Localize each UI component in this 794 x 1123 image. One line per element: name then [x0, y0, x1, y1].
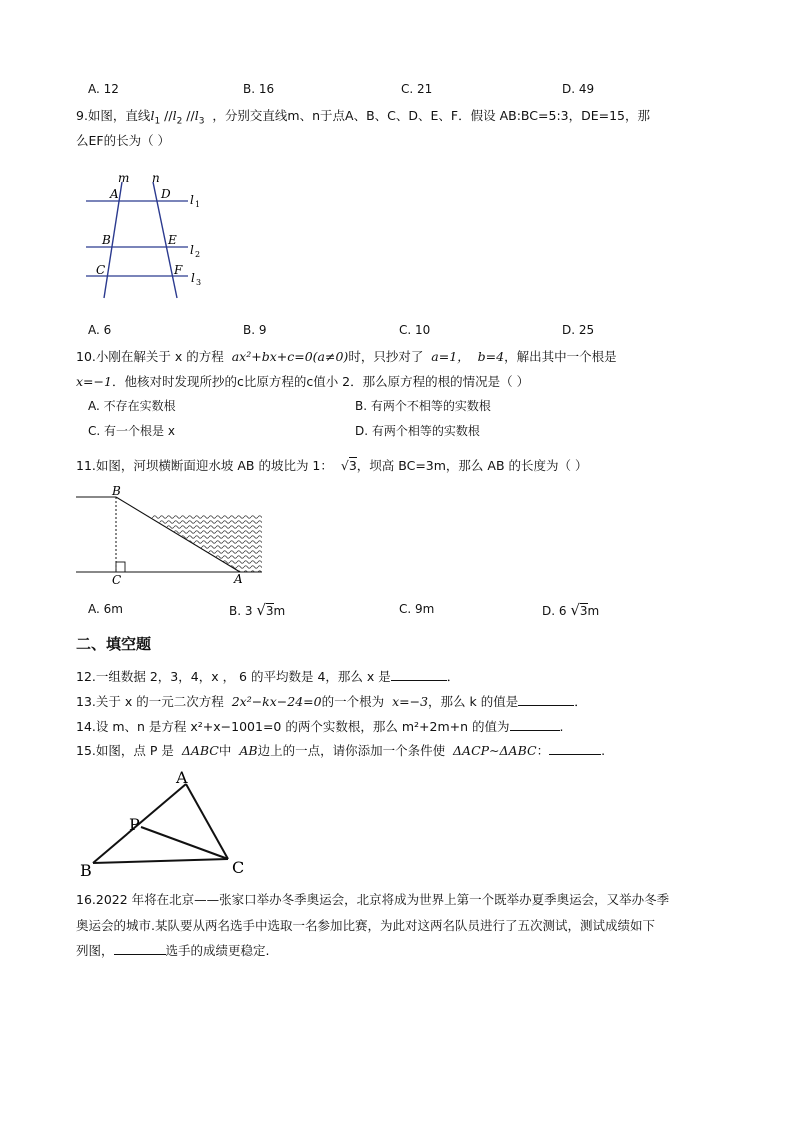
answer-blank[interactable] [549, 743, 601, 755]
label-A: A [110, 187, 119, 201]
label-l1-sub: 1 [195, 200, 201, 209]
side-AC [186, 784, 228, 859]
q16-line2: 奥运会的城市.某队要从两名选手中选取一名参加比赛，为此对这两名队员进行了五次测试，测试成绩如下 [76, 918, 655, 933]
q15-question: 15.如图，点 P 是 ΔABC中 AB边上的一点，请你添加一个条件使 ΔACP∼ΔABC： . [76, 743, 606, 758]
q9-question-line2: 么EF的长为（ ） [76, 133, 171, 148]
q10-question-line1: 10.小刚在解关于 x 的方程 ax²+bx+c=0(a≠0)时，只抄对了 a=1， b=4，解出其中一个根是 [76, 349, 617, 364]
q9-question-line1: 9.如图，直线$l_1$ $//l_2$ $//l_3$ ，分别交直线m、n于点A、B、C、D、E、F．假设 AB:BC=5:3，DE=15，那 [76, 108, 651, 127]
q8-option-c: C. 21 [401, 82, 433, 96]
label-E: E [168, 233, 177, 247]
q9-option-b: B. 9 [243, 323, 267, 337]
q8-option-d: D. 49 [562, 82, 595, 96]
q9-parallel-lines-figure [82, 170, 212, 302]
segment-PC [141, 827, 228, 859]
q8-option-a: A. 12 [88, 82, 119, 96]
water-area [146, 514, 262, 572]
side-BC [93, 859, 228, 863]
q13-question: 13.关于 x 的一元二次方程 2x²−kx−24=0的一个根为 x=−3，那么 k 的值是 ． [76, 694, 587, 709]
label-m: m [118, 171, 130, 185]
answer-blank[interactable] [391, 669, 447, 681]
label-B: B [102, 233, 111, 247]
answer-blank[interactable] [114, 943, 166, 955]
label-B: B [112, 484, 121, 498]
q15-triangle-figure [76, 768, 256, 878]
label-C: C [96, 263, 106, 277]
label-l2: l [190, 243, 194, 257]
q10-option-a: A. 不存在实数根 [88, 399, 176, 413]
label-l1: l [190, 193, 194, 207]
q12-question: 12.一组数据 2，3，4，x ， 6 的平均数是 4，那么 x 是 ． [76, 669, 460, 684]
q11-option-b: B. 3 √3m [229, 601, 286, 619]
q9-option-a: A. 6 [88, 323, 112, 337]
right-angle-mark [116, 562, 125, 572]
q11-option-d: D. 6 √3m [542, 601, 600, 619]
q16-line3: 列图， 选手的成绩更稳定. [76, 943, 270, 958]
label-A: A [234, 572, 243, 586]
label-C: C [112, 573, 122, 586]
q16-line1: 16.2022 年将在北京——张家口举办冬季奥运会，北京将成为世界上第一个既举办夏季奥运会，又举办冬季 [76, 892, 670, 907]
q10-question-line2: x=−1．他核对时发现所抄的c比原方程的c值小 2．那么原方程的根的情况是（ ） [76, 374, 530, 389]
q9-option-c: C. 10 [399, 323, 431, 337]
label-B: B [80, 861, 92, 878]
q11-option-c: C. 9m [399, 602, 435, 616]
label-l3-sub: 3 [196, 278, 202, 287]
q11-option-a: A. 6m [88, 602, 123, 616]
q11-question: 11.如图，河坝横断面迎水坡 AB 的坡比为 1： √3，坝高 BC=3m，那么 AB 的长度为（ ） [76, 458, 588, 473]
label-l3: l [191, 271, 195, 285]
label-n: n [152, 171, 160, 185]
label-P: P [129, 815, 140, 834]
answer-blank[interactable] [518, 694, 574, 706]
label-A: A [176, 768, 188, 787]
label-l2-sub: 2 [195, 250, 201, 259]
q10-option-d: D. 有两个相等的实数根 [355, 424, 480, 438]
q11-dam-figure [76, 484, 266, 586]
label-C: C [232, 858, 245, 877]
q10-option-c: C. 有一个根是 x [88, 424, 175, 438]
q10-option-b: B. 有两个不相等的实数根 [355, 399, 491, 413]
q14-question: 14.设 m、n 是方程 x²+x−1001=0 的两个实数根，那么 m²+2m+n 的值为 . [76, 719, 564, 734]
sqrt-sign: √ [340, 458, 349, 473]
answer-blank[interactable] [510, 719, 560, 731]
label-D: D [161, 187, 171, 201]
q8-option-b: B. 16 [243, 82, 275, 96]
label-F: F [174, 263, 183, 277]
section-title: 二、填空题 [76, 635, 152, 653]
q9-option-d: D. 25 [562, 323, 595, 337]
